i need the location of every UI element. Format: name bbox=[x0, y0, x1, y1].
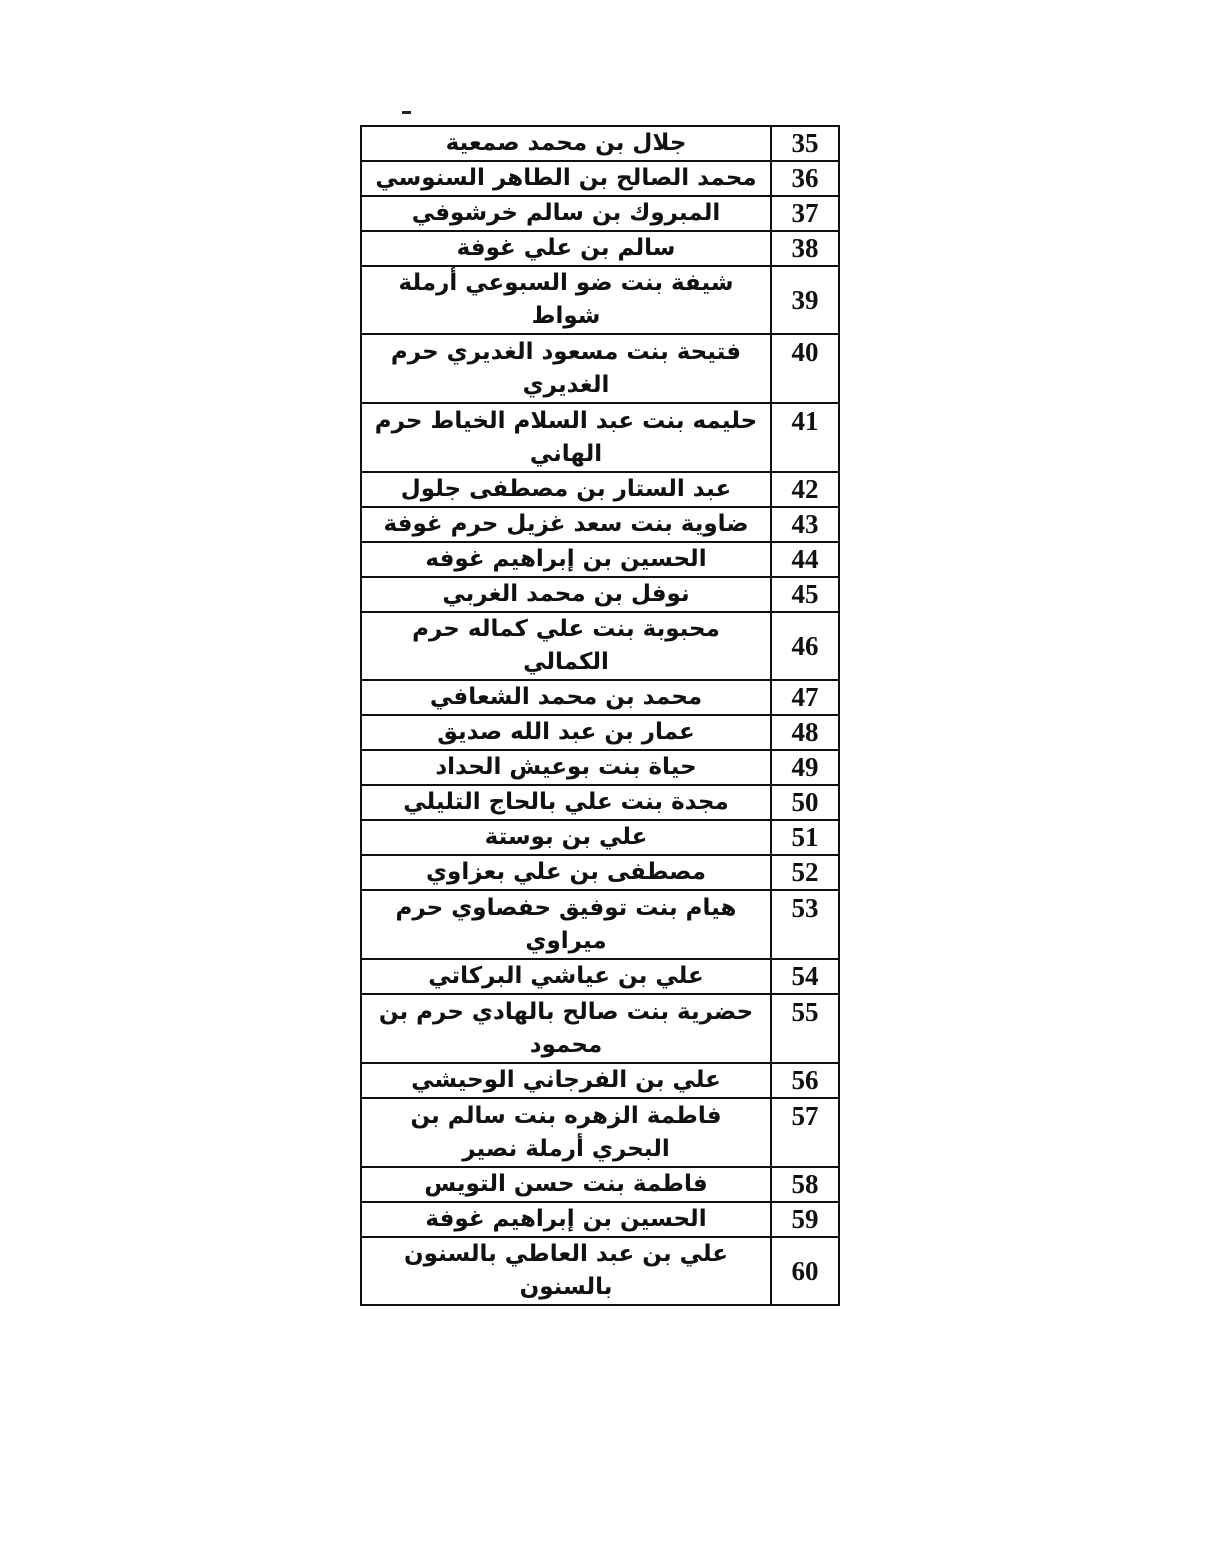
name-cell: محبوبة بنت علي كماله حرم الكمالي bbox=[361, 612, 771, 680]
table-row bbox=[361, 542, 839, 577]
table-row bbox=[361, 994, 839, 1063]
name-cell: نوفل بن محمد الغربي bbox=[361, 577, 771, 612]
name-cell: ضاوية بنت سعد غزيل حرم غوفة bbox=[361, 507, 771, 542]
name-cell: هيام بنت توفيق حفصاوي حرم ميراوي bbox=[361, 890, 771, 959]
number-cell: 52 bbox=[771, 855, 839, 890]
name-cell: فاطمة بنت حسن التويس bbox=[361, 1167, 771, 1202]
table-row bbox=[361, 196, 839, 231]
number-cell: 51 bbox=[771, 820, 839, 855]
number-cell: 55 bbox=[771, 994, 839, 1063]
name-cell: عبد الستار بن مصطفى جلول bbox=[361, 472, 771, 507]
table-row bbox=[361, 890, 839, 959]
names-table bbox=[360, 125, 840, 1306]
name-cell: علي بن الفرجاني الوحيشي bbox=[361, 1063, 771, 1098]
number-cell: 45 bbox=[771, 577, 839, 612]
table-row bbox=[361, 959, 839, 994]
number-cell: 58 bbox=[771, 1167, 839, 1202]
table-row bbox=[361, 231, 839, 266]
table-row bbox=[361, 403, 839, 472]
table-row bbox=[361, 266, 839, 334]
number-cell: 56 bbox=[771, 1063, 839, 1098]
name-cell: محمد بن محمد الشعافي bbox=[361, 680, 771, 715]
number-cell: 35 bbox=[771, 126, 839, 161]
number-cell: 54 bbox=[771, 959, 839, 994]
name-cell: جلال بن محمد صمعية bbox=[361, 126, 771, 161]
name-cell: علي بن عياشي البركاتي bbox=[361, 959, 771, 994]
number-cell: 50 bbox=[771, 785, 839, 820]
number-cell: 36 bbox=[771, 161, 839, 196]
number-cell: 46 bbox=[771, 612, 839, 680]
name-cell: عمار بن عبد الله صديق bbox=[361, 715, 771, 750]
name-cell: سالم بن علي غوفة bbox=[361, 231, 771, 266]
number-cell: 42 bbox=[771, 472, 839, 507]
name-cell: فتيحة بنت مسعود الغديري حرم الغديري bbox=[361, 334, 771, 403]
number-cell: 49 bbox=[771, 750, 839, 785]
table-row bbox=[361, 126, 839, 161]
number-cell: 57 bbox=[771, 1098, 839, 1167]
stray-dash-mark bbox=[402, 111, 411, 114]
name-cell: الحسين بن إبراهيم غوفة bbox=[361, 1202, 771, 1237]
name-cell: علي بن عبد العاطي بالسنون بالسنون bbox=[361, 1237, 771, 1305]
name-cell: مصطفى بن علي بعزاوي bbox=[361, 855, 771, 890]
name-cell: علي بن بوستة bbox=[361, 820, 771, 855]
number-cell: 48 bbox=[771, 715, 839, 750]
name-cell: حضرية بنت صالح بالهادي حرم بن محمود bbox=[361, 994, 771, 1063]
name-cell: حليمه بنت عبد السلام الخياط حرم الهاني bbox=[361, 403, 771, 472]
table-row bbox=[361, 612, 839, 680]
table-row bbox=[361, 577, 839, 612]
table-row bbox=[361, 334, 839, 403]
table-row bbox=[361, 715, 839, 750]
name-cell: محمد الصالح بن الطاهر السنوسي bbox=[361, 161, 771, 196]
number-cell: 41 bbox=[771, 403, 839, 472]
number-cell: 40 bbox=[771, 334, 839, 403]
name-cell: الحسين بن إبراهيم غوفه bbox=[361, 542, 771, 577]
number-cell: 38 bbox=[771, 231, 839, 266]
table-row bbox=[361, 1202, 839, 1237]
name-cell: المبروك بن سالم خرشوفي bbox=[361, 196, 771, 231]
number-cell: 39 bbox=[771, 266, 839, 334]
number-cell: 47 bbox=[771, 680, 839, 715]
table-row bbox=[361, 472, 839, 507]
table-row bbox=[361, 680, 839, 715]
number-cell: 53 bbox=[771, 890, 839, 959]
name-cell: فاطمة الزهره بنت سالم بن البحري أرملة نصير bbox=[361, 1098, 771, 1167]
table-row bbox=[361, 1098, 839, 1167]
table-row bbox=[361, 1063, 839, 1098]
table-row bbox=[361, 507, 839, 542]
table-row bbox=[361, 785, 839, 820]
table-row bbox=[361, 161, 839, 196]
table-row bbox=[361, 750, 839, 785]
number-cell: 43 bbox=[771, 507, 839, 542]
table-row bbox=[361, 820, 839, 855]
name-cell: مجدة بنت علي بالحاج التليلي bbox=[361, 785, 771, 820]
table-row bbox=[361, 1167, 839, 1202]
table-row bbox=[361, 855, 839, 890]
name-cell: شيفة بنت ضو السبوعي أرملة شواط bbox=[361, 266, 771, 334]
number-cell: 44 bbox=[771, 542, 839, 577]
table-row bbox=[361, 1237, 839, 1305]
number-cell: 37 bbox=[771, 196, 839, 231]
number-cell: 59 bbox=[771, 1202, 839, 1237]
name-cell: حياة بنت بوعيش الحداد bbox=[361, 750, 771, 785]
number-cell: 60 bbox=[771, 1237, 839, 1305]
